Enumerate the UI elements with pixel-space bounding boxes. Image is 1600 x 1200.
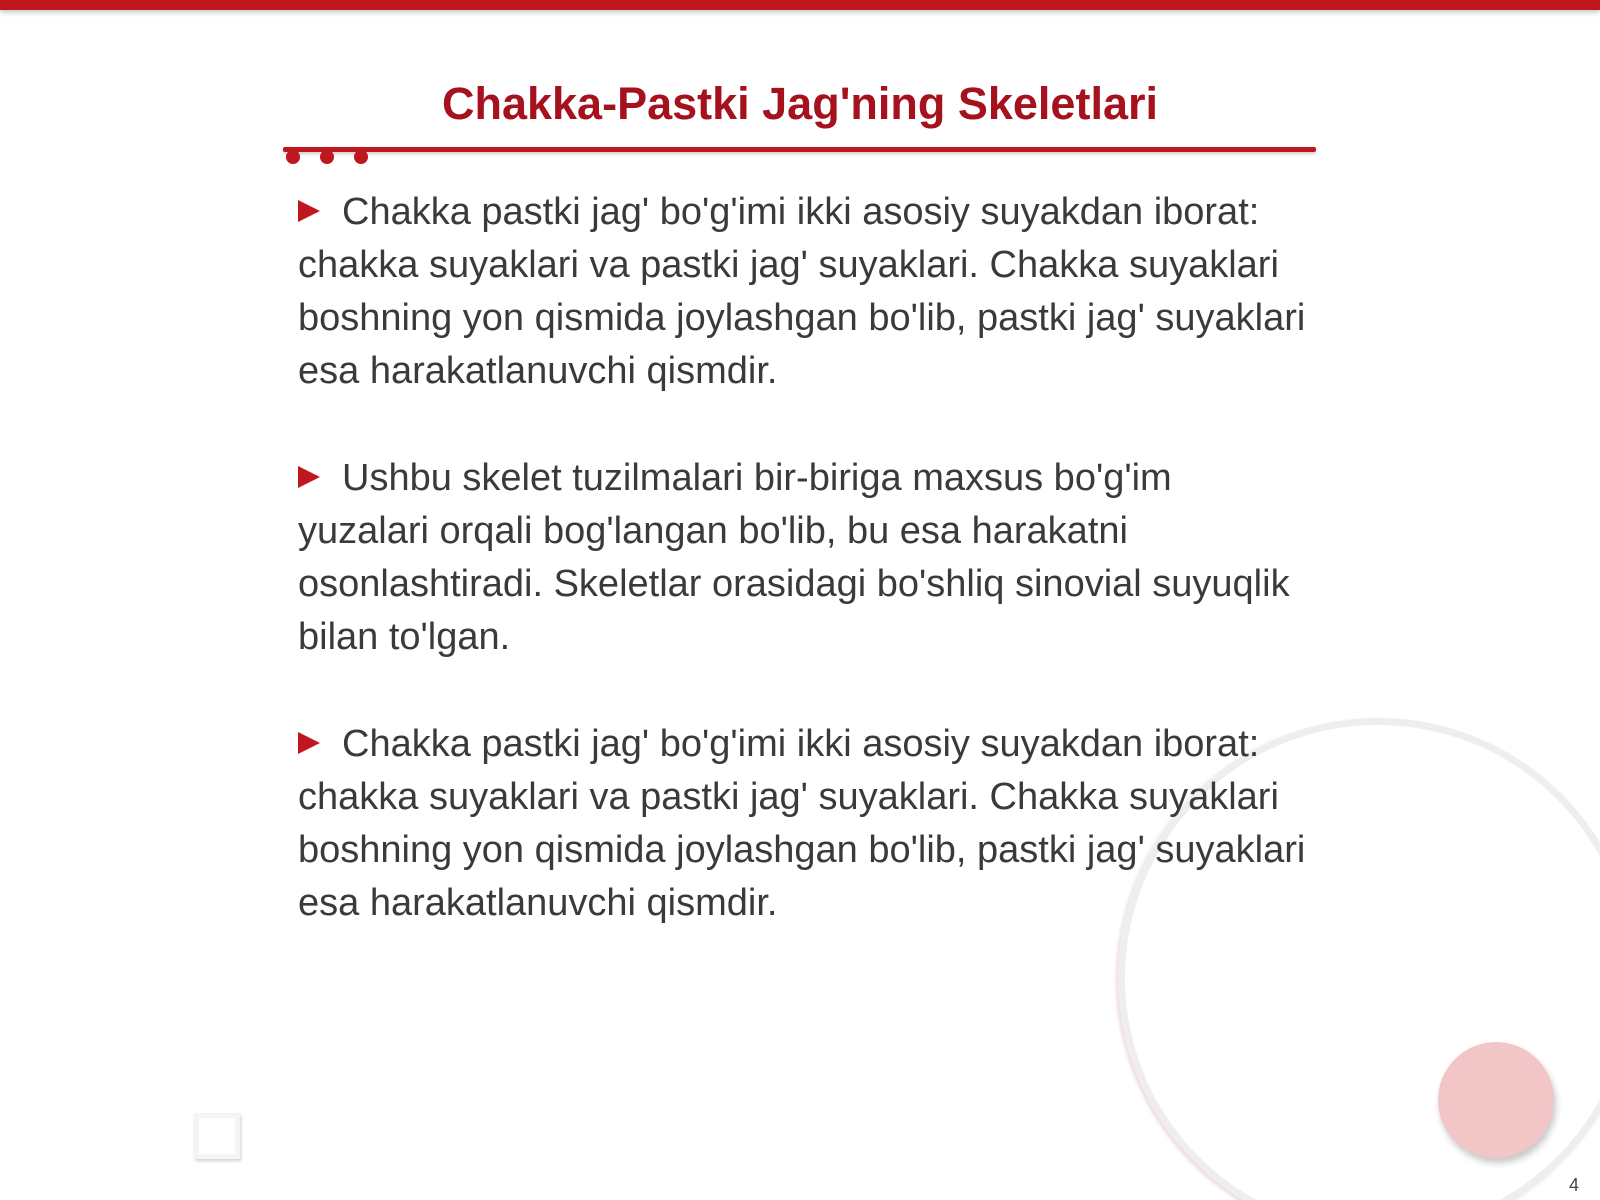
- title-dot: [286, 150, 300, 164]
- title-underline: [283, 147, 1316, 152]
- decorative-square: [194, 1113, 240, 1159]
- bullet-text: Ushbu skelet tuzilmalari bir-biriga maxsus bo'g'im yuzalari orqali bog'langan bo'lib, bu esa harakatni osonlashtiradi. Skeletlar orasidagi bo'shliq sinovial suyuqlik bilan to'lgan.: [298, 457, 1290, 658]
- bullet-text: Chakka pastki jag' bo'g'imi ikki asosiy suyakdan iborat: chakka suyaklari va pastki jag' suyaklari. Chakka suyaklari boshning yon qismida joylashgan bo'lib, pastki jag' suyaklari esa harakatlanuvchi qismdir.: [298, 723, 1306, 924]
- triangle-right-icon: [298, 466, 320, 488]
- bullet-list: [298, 186, 1308, 984]
- title-dot: [320, 150, 334, 164]
- page-number: 4: [1568, 1175, 1579, 1195]
- slide-title: Chakka-Pastki Jag'ning Skeletlari: [441, 78, 1158, 129]
- bullet-item: [298, 186, 1308, 398]
- decorative-circle: [1438, 1042, 1554, 1158]
- bullet-text: Chakka pastki jag' bo'g'imi ikki asosiy suyakdan iborat: chakka suyaklari va pastki jag' suyaklari. Chakka suyaklari boshning yon qismida joylashgan bo'lib, pastki jag' suyaklari esa harakatlanuvchi qismdir.: [298, 191, 1306, 392]
- bullet-item: [298, 452, 1308, 664]
- triangle-right-icon: [298, 732, 320, 754]
- bullet-item: [298, 718, 1308, 930]
- triangle-right-icon: [298, 200, 320, 222]
- title-dot: [354, 150, 368, 164]
- top-accent-bar: [0, 0, 1600, 10]
